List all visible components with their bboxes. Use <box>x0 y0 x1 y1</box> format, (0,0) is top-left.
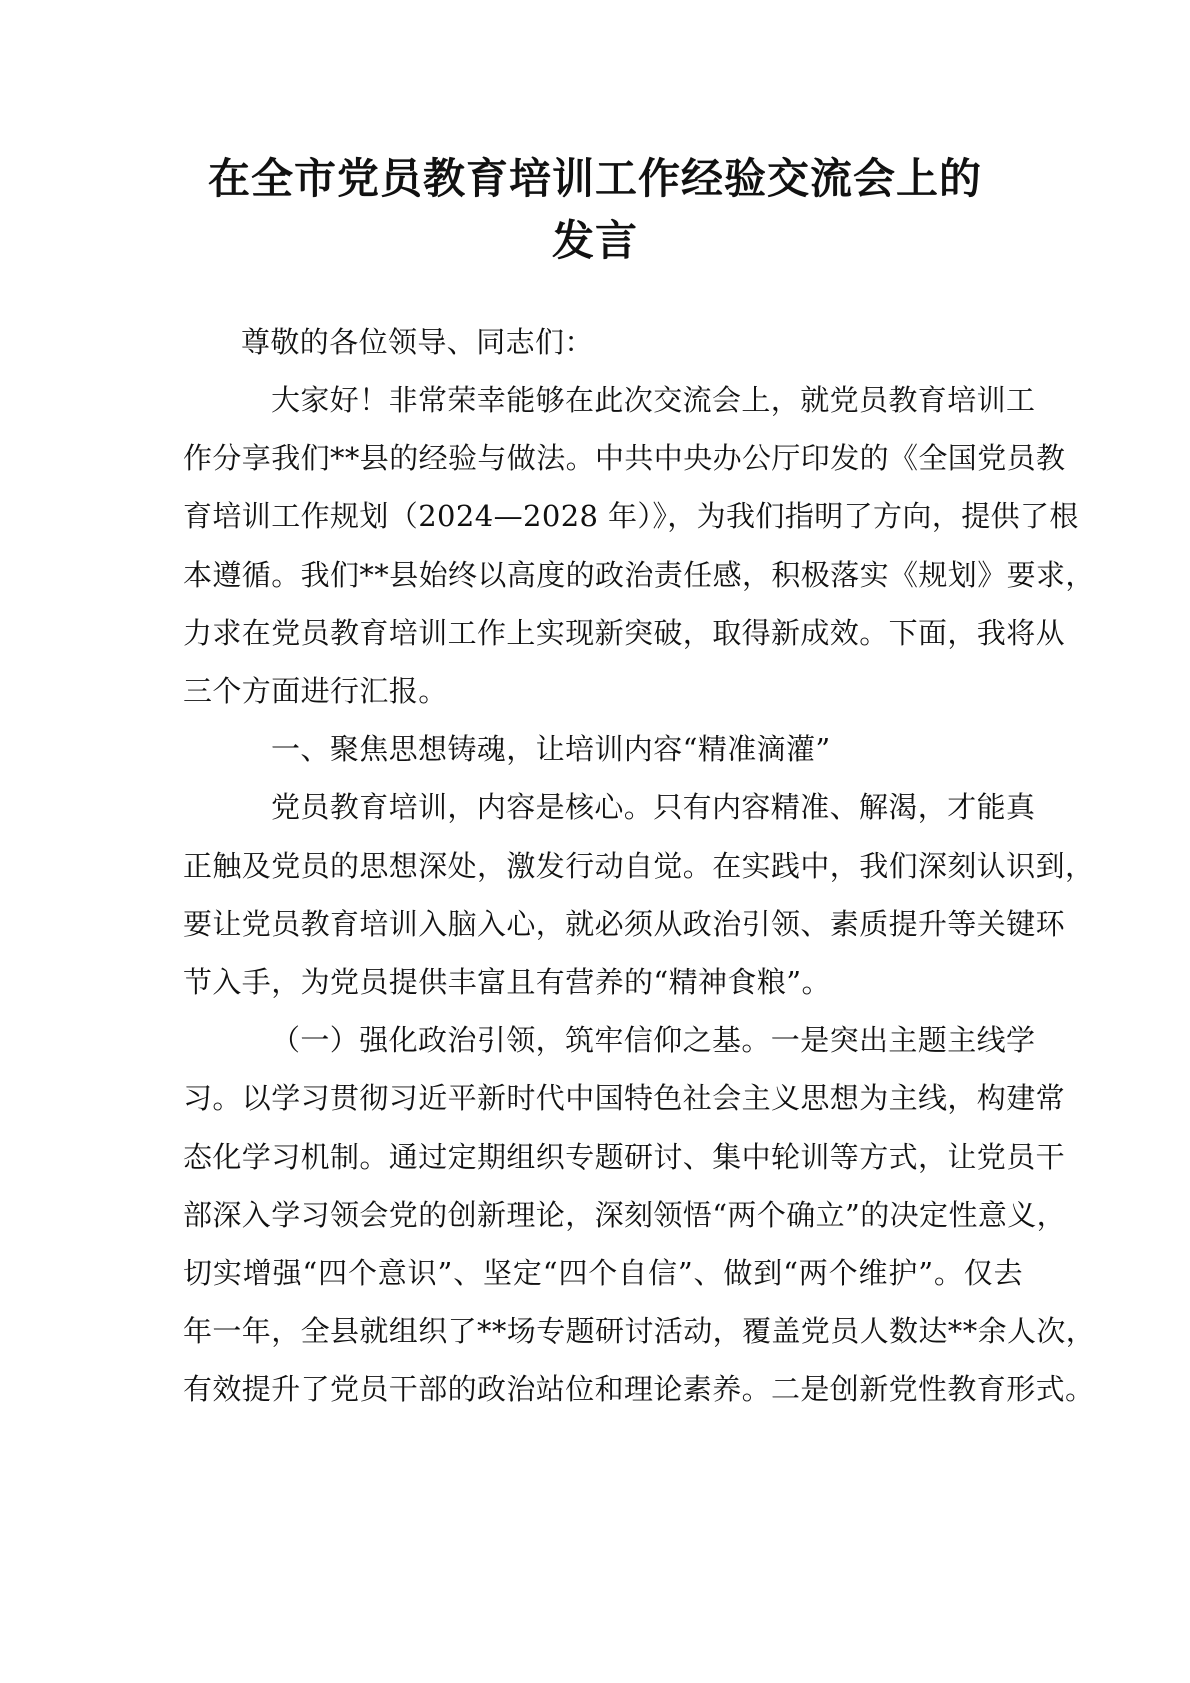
paragraph-line: 三个方面进行汇报。 <box>183 674 448 708</box>
paragraph-line: 力求在党员教育培训工作上实现新突破，取得新成效。下面，我将从 <box>183 616 1066 650</box>
paragraph-line: 部深入学习领会党的创新理论，深刻领悟“两个确立”的决定性意义， <box>183 1198 1067 1232</box>
paragraph-line: 态化学习机制。通过定期组织专题研讨、集中轮训等方式，让党员干 <box>183 1140 1066 1174</box>
paragraph-line: 有效提升了党员干部的政治站位和理论素养。二是创新党性教育形式。 <box>183 1372 1095 1406</box>
document-title-line-1: 在全市党员教育培训工作经验交流会上的 <box>207 154 982 203</box>
salutation: 尊敬的各位领导、同志们： <box>241 325 594 359</box>
paragraph-line: 年一年，全县就组织了**场专题研讨活动，覆盖党员人数达**余人次， <box>183 1314 1096 1348</box>
paragraph-line: 本遵循。我们**县始终以高度的政治责任感，积极落实《规划》要求， <box>183 558 1095 592</box>
section-heading: 一、聚焦思想铸魂，让培训内容“精准滴灌” <box>271 732 831 766</box>
paragraph-line: 切实增强“四个意识”、坚定“四个自信”、做到“两个维护”。仅去 <box>183 1256 1023 1290</box>
document-title-line-2: 发言 <box>551 216 638 265</box>
paragraph-line: 正触及党员的思想深处，激发行动自觉。在实践中，我们深刻认识到， <box>183 849 1095 883</box>
paragraph-line: 大家好！非常荣幸能够在此次交流会上，就党员教育培训工 <box>271 383 1036 417</box>
paragraph-line: 节入手，为党员提供丰富且有营养的“精神食粮”。 <box>183 965 831 999</box>
paragraph-line: 要让党员教育培训入脑入心，就必须从政治引领、素质提升等关键环 <box>183 907 1066 941</box>
paragraph-line: （一）强化政治引领，筑牢信仰之基。一是突出主题主线学 <box>271 1023 1036 1057</box>
paragraph-line: 习。以学习贯彻习近平新时代中国特色社会主义思想为主线，构建常 <box>183 1081 1066 1115</box>
paragraph-line: 党员教育培训，内容是核心。只有内容精准、解渴，才能真 <box>271 790 1036 824</box>
paragraph-line: 育培训工作规划（2024—2028 年）》，为我们指明了方向，提供了根 <box>183 499 1079 533</box>
paragraph-line: 作分享我们**县的经验与做法。中共中央办公厅印发的《全国党员教 <box>183 441 1066 475</box>
